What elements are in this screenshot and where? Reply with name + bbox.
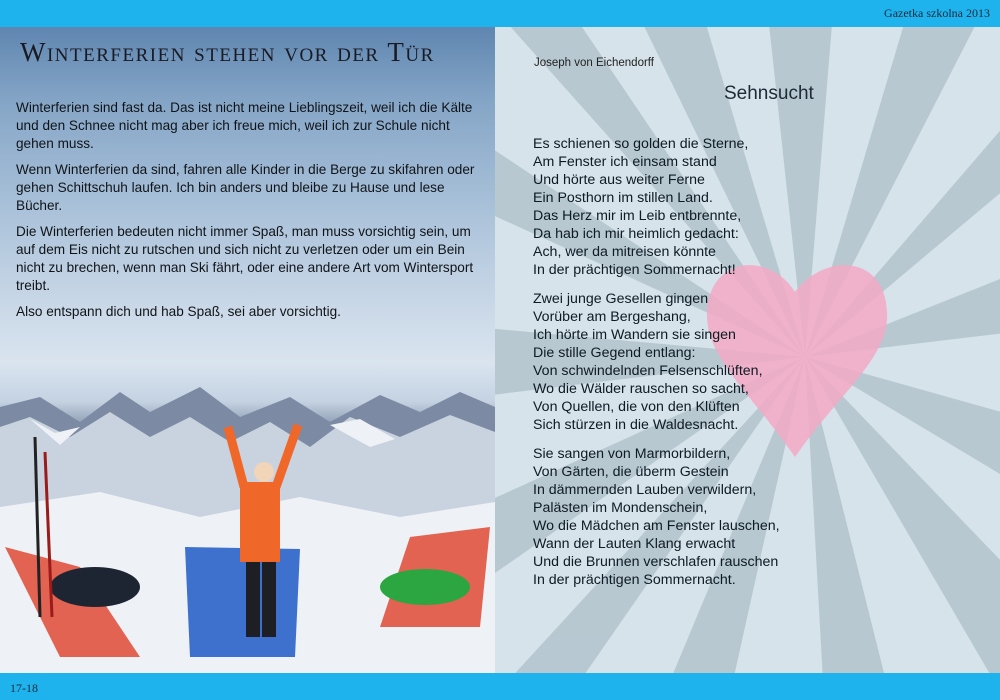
publication-label: Gazetka szkolna 2013 (884, 6, 990, 20)
poem-line: Und die Brunnen verschlafen rauschen (533, 554, 779, 570)
poem-line: Am Fenster ich einsam stand (533, 154, 717, 170)
poem-line: Von schwindelnden Felsenschlüften, (533, 363, 763, 379)
poem (533, 135, 833, 600)
poem-line: Es schienen so golden die Sterne, (533, 136, 749, 152)
poem-line: Die stille Gegend entlang: (533, 345, 696, 361)
poem-line: Sie sangen von Marmorbildern, (533, 446, 731, 462)
article-paragraph: Winterferien sind fast da. Das ist nicht meine Lieblingszeit, weil ich die Kälte und den Schnee nicht mag aber ich freue mich, weil ich zur Schule nicht gehen muss. (16, 100, 473, 151)
poem-line: Sich stürzen in die Waldesnacht. (533, 417, 739, 433)
poem-line: In der prächtigen Sommernacht! (533, 262, 736, 278)
poem-line: In dämmernden Lauben verwildern, (533, 482, 757, 498)
poem-line: Palästen im Mondenschein, (533, 500, 708, 516)
poem-line: Vorüber am Bergeshang, (533, 309, 691, 325)
article-title: Winterferien stehen vor der Tür (20, 37, 435, 67)
page-numbers: 17-18 (10, 681, 38, 695)
poem-line: Wann der Lauten Klang erwacht (533, 536, 736, 552)
poem-line: In der prächtigen Sommernacht. (533, 572, 736, 588)
poem-line: Das Herz mir im Leib entbrennte, (533, 208, 742, 224)
article-paragraph: Wenn Winterferien da sind, fahren alle Kinder in die Berge zu skifahren oder gehen Schittschuh laufen. Ich bin anders und bleibe zu Hause und lese Bücher. (16, 162, 475, 213)
winter-photo (0, 367, 495, 673)
poem-line: Von Gärten, die überm Gestein (533, 464, 729, 480)
poem-stanza (533, 135, 833, 279)
top-bar (0, 0, 1000, 27)
poem-line: Ach, wer da mitreisen könnte (533, 244, 716, 260)
bottom-bar (0, 673, 1000, 700)
poem-line: Wo die Wälder rauschen so sacht, (533, 381, 749, 397)
poem-stanza (533, 445, 833, 589)
poem-stanza (533, 290, 833, 434)
poem-line: Zwei junge Gesellen gingen (533, 291, 709, 307)
poem-line: Wo die Mädchen am Fenster lauschen, (533, 518, 780, 534)
poem-line: Von Quellen, die von den Klüften (533, 399, 740, 415)
poem-title: Sehnsucht (724, 83, 814, 104)
poem-line: Da hab ich mir heimlich gedacht: (533, 226, 739, 242)
article-paragraph: Also entspann dich und hab Spaß, sei aber vorsichtig. (16, 304, 341, 319)
poem-author: Joseph von Eichendorff (534, 57, 654, 69)
left-page (0, 27, 495, 673)
article-paragraph: Die Winterferien bedeuten nicht immer Spaß, man muss vorsichtig sein, um auf dem Eis nicht zu rutschen und sich nicht zu verletzen oder um ein Bein nicht zu brechen, wenn man Ski fährt, oder eine andere Art vom Wintersport treibt. (16, 224, 474, 293)
poem-line: Und hörte aus weiter Ferne (533, 172, 705, 188)
right-page (495, 27, 1000, 673)
poem-line: Ein Posthorn im stillen Land. (533, 190, 713, 206)
poem-line: Ich hörte im Wandern sie singen (533, 327, 736, 343)
article-body (16, 99, 486, 329)
